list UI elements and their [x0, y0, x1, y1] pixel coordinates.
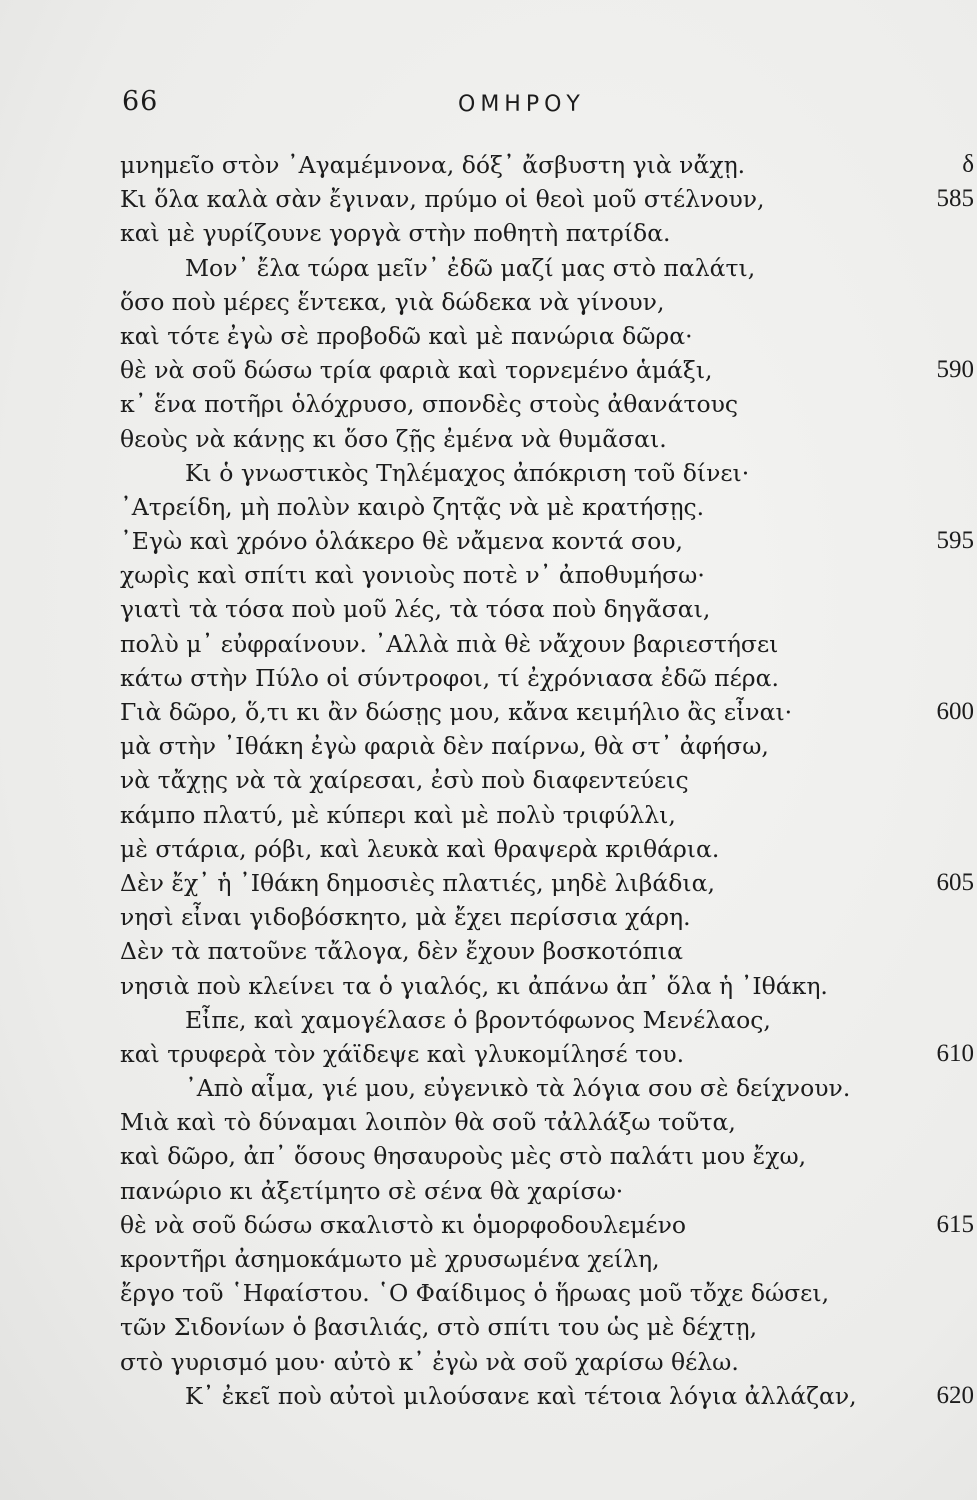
- verse-line: [0, 866, 977, 900]
- verse-text: κάτω στὴν Πύλο οἱ σύντροφοι, τί ἐχρόνιασα ἐδῶ πέρα.: [120, 663, 779, 692]
- verse-text: μὰ στὴν ᾿Ιθάκη ἐγὼ φαριὰ δὲν παίρνω, θὰ στ᾿ ἀφήσω,: [120, 732, 769, 761]
- verse-text: πανώριο κι ἀξετίμητο σὲ σένα θὰ χαρίσω·: [120, 1176, 624, 1205]
- verse-text: στὸ γυρισμό μου· αὐτὸ κ᾿ ἐγὼ νὰ σοῦ χαρίσω θέλω.: [120, 1347, 739, 1376]
- verse-line: [0, 456, 977, 490]
- verse-text: κροντῆρι ἀσημοκάμωτο μὲ χρυσωμένα χείλη,: [120, 1245, 660, 1273]
- line-number: 610: [936, 1039, 974, 1067]
- verse-text: Κ᾿ ἐκεῖ ποὺ αὐτοὶ μιλούσανε καὶ τέτοια λόγια ἀλλάζαν,: [185, 1381, 857, 1410]
- verse-line: [0, 1174, 977, 1208]
- verse-text: νησιὰ ποὺ κλείνει τα ὁ γιαλός, κι ἀπάνω ἀπ᾿ ὅλα ἡ ᾿Ιθάκη.: [120, 971, 828, 1000]
- line-number: 605: [936, 868, 974, 896]
- verse-text: κ᾿ ἕνα ποτῆρι ὁλόχρυσο, σπονδὲς στοὺς ἀθανάτους: [120, 390, 739, 419]
- verse-line: [0, 524, 977, 558]
- verse-text: πολὺ μ᾿ εὐφραίνουν. ᾿Αλλὰ πιὰ θὲ νἄχουν βαριεστήσει: [120, 629, 779, 658]
- running-head: ΟΜΗΡΟΥ: [458, 92, 585, 117]
- verse-line: [0, 251, 977, 285]
- verse-text: γιατὶ τὰ τόσα ποὺ μοῦ λές, τὰ τόσα ποὺ δηγᾶσαι,: [120, 595, 711, 624]
- verse-line: [0, 1105, 977, 1139]
- verse-line: [0, 900, 977, 934]
- verse-line: [0, 319, 977, 353]
- verse-line: [0, 832, 977, 866]
- verse-line: [0, 1037, 977, 1071]
- verse-line: [0, 1208, 977, 1242]
- verse-text: θὲ νὰ σοῦ δώσω τρία φαριὰ καὶ τορνεμένο ἁμάξι,: [120, 356, 713, 385]
- verse-line: [0, 558, 977, 592]
- verse-line: [0, 353, 977, 387]
- verse-text: ᾿Εγὼ καὶ χρόνο ὁλάκερο θὲ νἄμενα κοντά σου,: [120, 527, 684, 556]
- verse-text: καὶ μὲ γυρίζουνε γοργὰ στὴν ποθητὴ πατρίδα.: [120, 219, 671, 248]
- verse-line: [0, 422, 977, 456]
- verse-line: [0, 695, 977, 729]
- verse-text: μὲ στάρια, ρόβι, καὶ λευκὰ καὶ θραψερὰ κριθάρια.: [120, 834, 720, 863]
- page-number: 66: [122, 86, 159, 117]
- verse-block: [0, 148, 977, 1413]
- verse-text: καὶ τότε ἐγὼ σὲ προβοδῶ καὶ μὲ πανώρια δῶρα·: [120, 321, 693, 350]
- verse-line: [0, 1003, 977, 1037]
- line-number: 595: [936, 527, 974, 555]
- line-number: 620: [936, 1381, 974, 1409]
- line-number: 615: [936, 1210, 974, 1238]
- verse-text: ὅσο ποὺ μέρες ἕντεκα, γιὰ δώδεκα νὰ γίνουν,: [120, 287, 665, 316]
- verse-text: ᾿Απὸ αἷμα, γιέ μου, εὐγενικὸ τὰ λόγια σου σὲ δείχνουν.: [185, 1074, 851, 1103]
- verse-text: Γιὰ δῶρο, ὅ,τι κι ἂν δώσῃς μου, κἄνα κειμήλιο ἂς εἶναι·: [120, 698, 793, 726]
- verse-text: καὶ δῶρο, ἀπ᾿ ὅσους θησαυροὺς μὲς στὸ παλάτι μου ἔχω,: [120, 1142, 807, 1171]
- verse-text: Εἶπε, καὶ χαμογέλασε ὁ βροντόφωνος Μενέλαος,: [185, 1005, 771, 1034]
- verse-text: Κι ὁ γνωστικὸς Τηλέμαχος ἀπόκριση τοῦ δίνει·: [185, 458, 750, 487]
- verse-text: Κι ὅλα καλὰ σὰν ἔγιναν, πρύμο οἱ θεοὶ μοῦ στέλνουν,: [120, 185, 765, 214]
- verse-text: τῶν Σιδονίων ὁ βασιλιάς, στὸ σπίτι του ὡς μὲ δέχτῃ,: [120, 1313, 758, 1342]
- verse-text: Δὲν ἔχ᾿ ἡ ᾿Ιθάκη δημοσιὲς πλατιές, μηδὲ λιβάδια,: [120, 868, 715, 897]
- line-number: δ: [962, 151, 974, 178]
- verse-line: [0, 182, 977, 216]
- line-number: 590: [936, 356, 974, 384]
- verse-line: [0, 1310, 977, 1344]
- verse-line: [0, 1276, 977, 1310]
- verse-text: ᾿Ατρείδη, μὴ πολὺν καιρὸ ζητᾷς νὰ μὲ κρατήσῃς.: [120, 492, 705, 521]
- verse-text: χωρὶς καὶ σπίτι καὶ γονιοὺς ποτὲ ν᾿ ἀποθυμήσω·: [120, 561, 705, 590]
- verse-text: κάμπο πλατύ, μὲ κύπερι καὶ μὲ πολὺ τριφύλλι,: [120, 800, 676, 829]
- verse-text: θεοὺς νὰ κάνῃς κι ὅσο ζῇς ἐμένα νὰ θυμᾶσαι.: [120, 424, 667, 453]
- verse-text: μνημεῖο στὸν ᾿Αγαμέμνονα, δόξ᾿ ἄσβυστη γιὰ νἄχῃ.: [120, 151, 746, 179]
- verse-line: [0, 969, 977, 1003]
- verse-line: [0, 490, 977, 524]
- verse-text: νησὶ εἶναι γιδοβόσκητο, μὰ ἔχει περίσσια χάρη.: [120, 903, 691, 932]
- verse-text: Δὲν τὰ πατοῦνε τἄλογα, δὲν ἔχουν βοσκοτόπια: [120, 937, 683, 966]
- verse-text: Μιὰ καὶ τὸ δύναμαι λοιπὸν θὰ σοῦ τἀλλάξω τοῦτα,: [120, 1108, 736, 1137]
- verse-line: [0, 1242, 977, 1276]
- verse-text: Μον᾿ ἔλα τώρα μεῖν᾿ ἐδῶ μαζί μας στὸ παλάτι,: [185, 253, 756, 282]
- line-number: 600: [936, 698, 974, 725]
- verse-line: [0, 798, 977, 832]
- verse-line: [0, 216, 977, 250]
- verse-line: [0, 934, 977, 968]
- verse-line: [0, 592, 977, 626]
- verse-line: [0, 387, 977, 421]
- verse-line: [0, 1379, 977, 1413]
- verse-line: [0, 763, 977, 797]
- verse-line: [0, 148, 977, 182]
- line-number: 585: [936, 185, 974, 213]
- verse-line: [0, 1071, 977, 1105]
- verse-text: νὰ τἄχῃς νὰ τὰ χαίρεσαι, ἐσὺ ποὺ διαφεντεύεις: [120, 766, 689, 795]
- verse-text: ἔργο τοῦ ῾Ηφαίστου. ῾Ο Φαίδιμος ὁ ἥρωας μοῦ τὄχε δώσει,: [120, 1279, 830, 1308]
- verse-text: θὲ νὰ σοῦ δώσω σκαλιστὸ κι ὁμορφοδουλεμένο: [120, 1210, 687, 1239]
- verse-text: καὶ τρυφερὰ τὸν χάϊδεψε καὶ γλυκομίλησέ του.: [120, 1039, 685, 1068]
- verse-line: [0, 729, 977, 763]
- verse-line: [0, 627, 977, 661]
- verse-line: [0, 661, 977, 695]
- verse-line: [0, 285, 977, 319]
- verse-line: [0, 1345, 977, 1379]
- verse-line: [0, 1139, 977, 1173]
